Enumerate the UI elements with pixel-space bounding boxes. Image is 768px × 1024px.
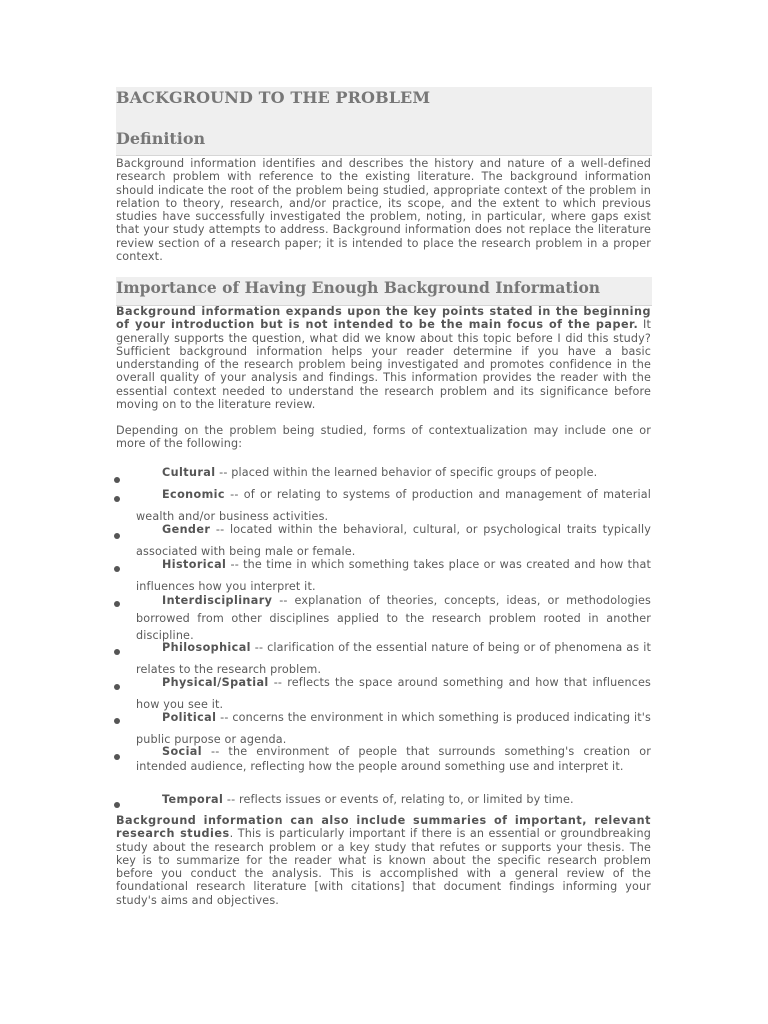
list-item-desc: -- of or relating to systems of production and management of material wealth and/or business activities. bbox=[136, 488, 651, 523]
list-item-desc: -- located within the behavioral, cultural, or psychological traits typically associated with being male or female. bbox=[136, 523, 651, 558]
list-item-term: Economic bbox=[162, 488, 225, 501]
list-item-desc: -- concerns the environment in which something is produced indicating it's public purpose or agenda. bbox=[136, 711, 651, 746]
list-item-term: Cultural bbox=[162, 466, 216, 479]
list-item-term: Political bbox=[162, 711, 217, 724]
bullet-icon bbox=[114, 718, 120, 724]
bullet-icon bbox=[114, 533, 120, 539]
bullet-icon bbox=[114, 649, 120, 655]
bullet-icon bbox=[114, 496, 120, 502]
definition-paragraph: Background information identifies and describes the history and nature of a well-defined research problem with reference to the existing literature. The background information should indicate the root of the problem being studied, appropriate context of the problem in relation to theory, research, and/or practice, its scope, and the extent to which previous studies have successfully investigated the problem, noting, in particular, where gaps exist that your study attempts to address. Background information does not replace the literature review section of a research paper; it is intended to place the research problem in a proper context. bbox=[116, 157, 651, 264]
importance-heading: Importance of Having Enough Background Information bbox=[116, 278, 601, 297]
list-item-term: Physical/Spatial bbox=[162, 676, 269, 689]
importance-bold-text: Background information expands upon the key points stated in the beginning of your introduction but is not intended to be the main focus of the paper. bbox=[116, 305, 651, 332]
bullet-icon bbox=[114, 684, 120, 690]
list-item-desc: -- reflects issues or events of, relating to, or limited by time. bbox=[223, 793, 574, 806]
list-item-desc: -- placed within the learned behavior of specific groups of people. bbox=[215, 466, 598, 479]
list-item-desc: -- the environment of people that surrounds something's creation or intended audience, reflecting how the people around something use and interpret it. bbox=[136, 745, 651, 773]
list-item-term: Historical bbox=[162, 558, 227, 571]
bullet-icon bbox=[114, 754, 120, 760]
list-item-term: Philosophical bbox=[162, 641, 251, 654]
divider bbox=[116, 155, 652, 156]
importance-paragraph bbox=[116, 305, 651, 411]
list-item-term: Temporal bbox=[162, 793, 224, 806]
page-title: BACKGROUND TO THE PROBLEM bbox=[116, 88, 431, 107]
forms-intro-paragraph: Depending on the problem being studied, forms of contextualization may include one or more of the following: bbox=[116, 424, 651, 451]
summary-bold-text: Background information can also include summaries of important, relevant research studies bbox=[116, 814, 651, 841]
bullet-icon bbox=[114, 477, 120, 483]
definition-heading: Definition bbox=[116, 129, 206, 148]
importance-text: It generally supports the question, what did we know about this topic before I did this study? Sufficient background information helps your reader determine if you have a basic understanding of the research problem being investigated and promotes confidence in the overall quality of your analysis and findings. This information provides the reader with the essential context needed to understand the research problem and its significance before moving on to the literature review. bbox=[116, 318, 651, 412]
summary-paragraph bbox=[116, 814, 651, 907]
list-item-term: Gender bbox=[162, 523, 211, 536]
list-item-desc: -- clarification of the essential nature of being or of phenomena as it relates to the research problem. bbox=[136, 641, 651, 676]
list-item-desc: -- explanation of theories, concepts, ideas, or methodologies borrowed from other disciplines applied to the research problem rooted in another discipline. bbox=[136, 594, 651, 642]
list-item-text bbox=[136, 745, 651, 774]
list-item-desc: -- the time in which something takes place or was created and how that influences how you interpret it. bbox=[136, 558, 651, 593]
list-item-term: Interdisciplinary bbox=[162, 594, 273, 607]
bullet-icon bbox=[114, 566, 120, 572]
bullet-icon bbox=[114, 802, 120, 808]
list-item-desc: -- reflects the space around something and how that influences how you see it. bbox=[136, 676, 651, 711]
list-item-text bbox=[136, 793, 651, 806]
bullet-icon bbox=[114, 601, 120, 607]
summary-text: . This is particularly important if there is an essential or groundbreaking study about the research problem or a key study that refutes or supports your thesis. The key is to summarize for the reader what is known about the specific research problem before you conduct the analysis. This is accomplished with a general review of the foundational research literature [with citations] that document findings informing your study's aims and objectives. bbox=[116, 827, 651, 907]
list-item-term: Social bbox=[162, 745, 202, 758]
list-item-text bbox=[136, 466, 651, 479]
